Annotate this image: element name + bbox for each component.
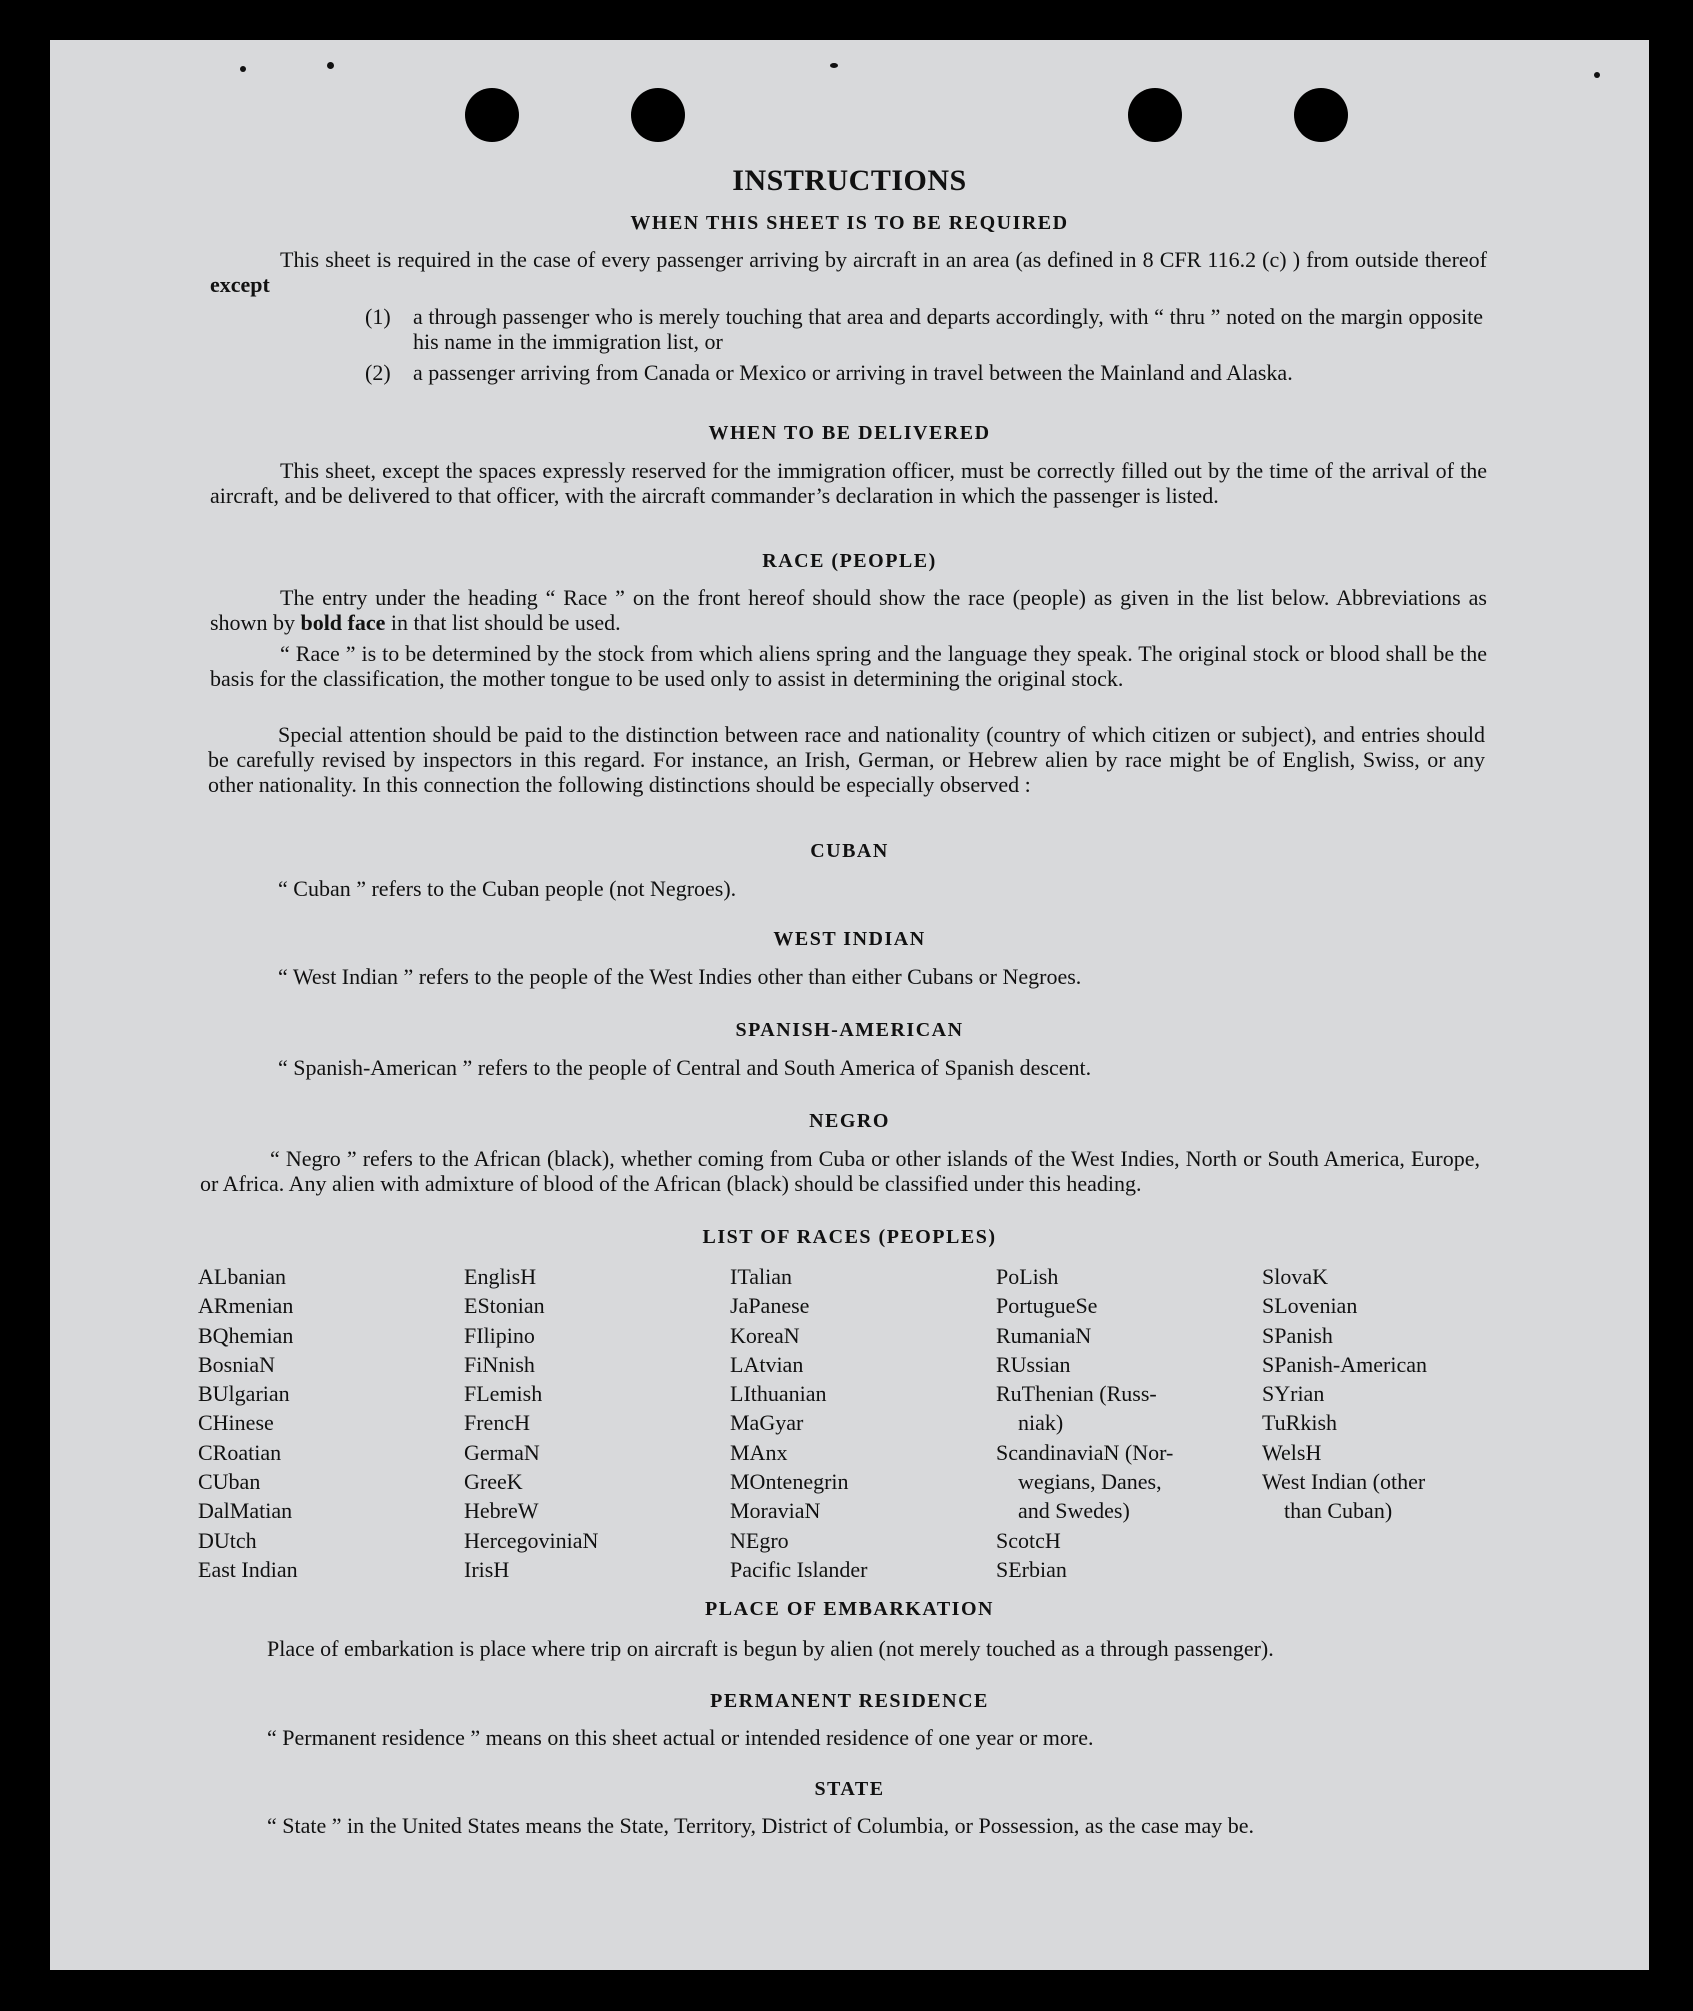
bold-except: except <box>210 272 270 297</box>
race-entry: EnglisH <box>464 1264 537 1289</box>
race-entry: PortugueSe <box>996 1293 1098 1319</box>
heading-list-of-races: LIST OF RACES (PEOPLES) <box>702 1226 997 1248</box>
paragraph-spanish-american: “ Spanish-American ” refers to the people of Central and South America of Spanish descent. <box>278 1055 1092 1080</box>
list-item-2: (2) a passenger arriving from Canada or Mexico or arriving in travel between the Mainland and Alaska. <box>365 360 1293 385</box>
paragraph-when-required: This sheet is required in the case of every passenger arriving by aircraft in an area (as defined in 8 CFR 116.2 (c) ) from outside thereof except <box>210 247 1487 297</box>
race-entry: ScandinaviaN (Nor- <box>996 1439 1174 1465</box>
list-item-1: (1) a through passenger who is merely touching that area and departs accordingly, with “ thru ” noted on the margin opposite his name in the immigration list, or <box>365 304 1483 354</box>
race-entry: FiNnish <box>464 1351 535 1377</box>
race-entry: East Indian <box>198 1556 298 1582</box>
heading-cuban: CUBAN <box>810 840 889 862</box>
race-entry: EStonian <box>464 1293 545 1319</box>
race-entry: LAtvian <box>730 1351 804 1377</box>
paragraph-negro: “ Negro ” refers to the African (black), whether coming from Cuba or other islands of the West Indies, North or South America, Europe, or Africa. Any alien with admixture of blood of the African (black) should be classified under this heading. <box>200 1146 1480 1196</box>
race-entry: SErbian <box>996 1556 1067 1582</box>
race-entry: Pacific Islander <box>730 1556 868 1582</box>
race-entry: than Cuban) <box>1284 1498 1393 1524</box>
punch-hole <box>631 88 685 142</box>
paragraph-cuban: “ Cuban ” refers to the Cuban people (not Negroes). <box>278 876 737 901</box>
heading-embarkation: PLACE OF EMBARKATION <box>705 1598 994 1620</box>
heading-west-indian: WEST INDIAN <box>773 928 926 950</box>
race-entry: HercegoviniaN <box>464 1527 599 1553</box>
races-column-3 <box>730 1262 867 1584</box>
heading-permanent-residence: PERMANENT RESIDENCE <box>710 1690 989 1712</box>
race-entry: LIthuanian <box>730 1381 827 1407</box>
punch-hole <box>1128 88 1182 142</box>
races-column-4 <box>996 1262 1173 1584</box>
race-entry: IrisH <box>464 1556 510 1582</box>
heading-spanish-american: SPANISH-AMERICAN <box>735 1019 964 1041</box>
race-entry: DalMatian <box>198 1498 293 1524</box>
race-entry: GreeK <box>464 1469 523 1495</box>
race-entry: CHinese <box>198 1410 274 1436</box>
race-entry: RUssian <box>996 1351 1071 1377</box>
heading-state: STATE <box>814 1778 885 1800</box>
race-entry: HebreW <box>464 1498 539 1524</box>
race-entry: RuThenian (Russ- <box>996 1381 1157 1407</box>
race-entry: GermaN <box>464 1439 540 1465</box>
races-column-1 <box>198 1262 298 1584</box>
races-column-5 <box>1262 1262 1427 1526</box>
race-entry: SPanish <box>1262 1322 1333 1348</box>
race-entry: TuRkish <box>1262 1410 1338 1436</box>
race-entry: BUlgarian <box>198 1381 290 1407</box>
race-entry: ALbanian <box>198 1264 286 1289</box>
race-entry: MoraviaN <box>730 1498 821 1524</box>
race-entry: SPanish-American <box>1262 1351 1427 1377</box>
paragraph-race-1: The entry under the heading “ Race ” on the front hereof should show the race (people) as given in the list below. Abbreviations as shown by bold face in that list should be used. <box>210 585 1487 635</box>
race-entry: RumaniaN <box>996 1322 1092 1348</box>
ink-speck <box>830 63 838 68</box>
race-entry: ARmenian <box>198 1293 294 1319</box>
race-entry: CUban <box>198 1469 261 1495</box>
race-entry: CRoatian <box>198 1439 282 1465</box>
paragraph-permanent-residence: “ Permanent residence ” means on this sheet actual or intended residence of one year or more. <box>267 1725 1094 1750</box>
race-entry: and Swedes) <box>1018 1498 1130 1524</box>
heading-race: RACE (PEOPLE) <box>762 550 937 572</box>
race-entry: KoreaN <box>730 1322 800 1348</box>
race-entry: MAnx <box>730 1439 788 1465</box>
race-entry: niak) <box>1018 1410 1064 1436</box>
punch-hole <box>465 88 519 142</box>
paragraph-when-delivered: This sheet, except the spaces expressly reserved for the immigration officer, must be correctly filled out by the time of the arrival of the aircraft, and be delivered to that officer, with the aircraft commander’s declaration in which the passenger is listed. <box>210 458 1487 508</box>
race-entry: ScotcH <box>996 1527 1061 1553</box>
race-entry: MOntenegrin <box>730 1469 849 1495</box>
race-entry: FLemish <box>464 1381 543 1407</box>
race-entry: MaGyar <box>730 1410 804 1436</box>
paragraph-west-indian: “ West Indian ” refers to the people of the West Indies other than either Cubans or Negroes. <box>278 964 1082 989</box>
race-entry: PoLish <box>996 1264 1059 1289</box>
race-entry: ITalian <box>730 1264 792 1289</box>
race-entry: SlovaK <box>1262 1264 1328 1289</box>
ink-speck <box>240 66 246 72</box>
ink-speck <box>327 62 334 69</box>
page-title: INSTRUCTIONS <box>732 164 967 197</box>
paragraph-embarkation: Place of embarkation is place where trip on aircraft is begun by alien (not merely touched as a through passenger). <box>267 1636 1274 1661</box>
race-entry: SYrian <box>1262 1381 1325 1407</box>
race-entry: NEgro <box>730 1527 789 1553</box>
paragraph-race-3: Special attention should be paid to the distinction between race and nationality (country of which citizen or subject), and entries should be carefully revised by inspectors in this regard. For instance, an Irish, German, or Hebrew alien by race might be of English, Swiss, or any other nationality. In this connection the following distinctions should be especially observed : <box>208 722 1485 797</box>
punch-hole <box>1294 88 1348 142</box>
race-entry: SLovenian <box>1262 1293 1358 1319</box>
race-entry: BQhemian <box>198 1322 294 1348</box>
race-entry: West Indian (other <box>1262 1469 1426 1495</box>
paragraph-state: “ State ” in the United States means the State, Territory, District of Columbia, or Possession, as the case may be. <box>267 1813 1255 1838</box>
heading-when-required: WHEN THIS SHEET IS TO BE REQUIRED <box>630 212 1069 234</box>
race-entry: DUtch <box>198 1527 257 1553</box>
race-entry: wegians, Danes, <box>1018 1469 1162 1495</box>
race-entry: BosniaN <box>198 1351 275 1377</box>
race-entry: WelsH <box>1262 1439 1322 1465</box>
race-entry: FrencH <box>464 1410 530 1436</box>
heading-negro: NEGRO <box>809 1110 890 1132</box>
race-entry: FIlipino <box>464 1322 535 1348</box>
heading-when-delivered: WHEN TO BE DELIVERED <box>708 422 991 444</box>
ink-speck <box>1594 72 1600 78</box>
document-sheet <box>50 40 1649 1970</box>
race-entry: JaPanese <box>730 1293 810 1319</box>
races-column-2 <box>464 1262 598 1584</box>
paragraph-race-2: “ Race ” is to be determined by the stock from which aliens spring and the language they speak. The original stock or blood shall be the basis for the classification, the mother tongue to be used only to assist in determining the original stock. <box>210 641 1487 691</box>
